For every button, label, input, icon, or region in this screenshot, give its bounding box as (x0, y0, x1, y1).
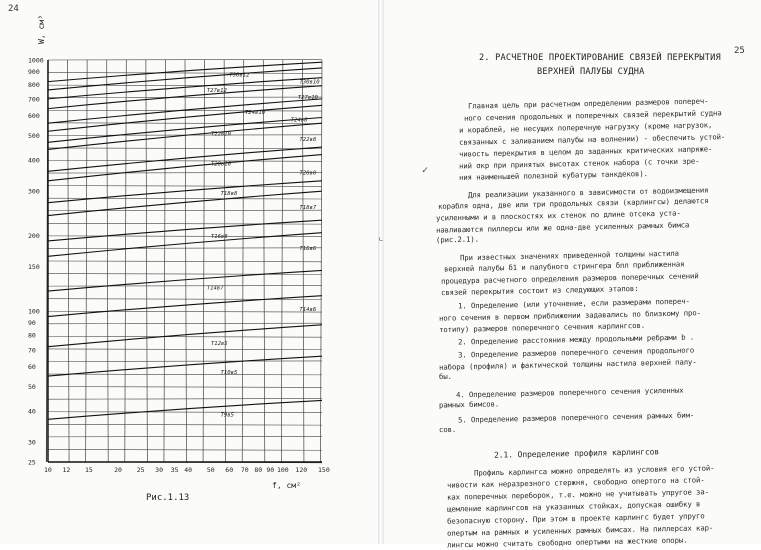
y-tick-label: 25 (28, 458, 36, 467)
grid-line-h (48, 286, 322, 287)
grid-line-v (263, 60, 265, 462)
grid-line-h (48, 59, 322, 60)
grid-line-v (242, 60, 244, 462)
y-tick-label: 50 (28, 382, 36, 391)
x-tick-label: 35 (170, 466, 179, 474)
text-line: ного сечения в первом приближении задавались по близкому про- (438, 308, 701, 323)
y-tick-label: 150 (28, 263, 40, 272)
grid-line-h (48, 73, 322, 74)
y-tick-label: 800 (28, 80, 40, 89)
grid-line-h (48, 274, 322, 275)
text-line: ного сечения продольных и поперечных связей перекрытий судна (463, 108, 722, 123)
text-line: опертым на рамных и усиленных рамных бимсах. На пиллерсах кар- (446, 523, 714, 538)
grid-line-v (185, 60, 187, 462)
text-line: связей перекрытия состоит из следующих этапов: (440, 283, 639, 298)
y-tick-label: 60 (28, 363, 36, 372)
grid-line-h (48, 323, 322, 324)
y-tick-label: 70 (28, 346, 36, 355)
text-line: безопасную сторону. При этом в проекте карлингс будет упруго (446, 511, 705, 526)
text-line: щемление карлингсов на указанных стойках, допуская ошибку в (446, 499, 701, 514)
body-text (384, 0, 761, 550)
profile-label: Т14в6 (299, 306, 317, 313)
text-line: верхней палубы δ1 и палубного стрингера δпл приближенная (443, 259, 685, 274)
profile-label: Т27в10 (297, 94, 318, 101)
grid-line-h (48, 186, 322, 187)
profile-label: Т20в10 (210, 161, 232, 168)
profile-chart (0, 0, 378, 500)
text-line: связанных с заливанием палубы на волнении) - обеспечить устой- (458, 132, 726, 147)
profile-label: Т16в8 (210, 234, 228, 241)
profile-curve (48, 181, 322, 203)
grid-line-h (48, 436, 322, 437)
profile-label: Т30в10 (299, 79, 320, 86)
text-line: набора (профиля) и фактической толщины настила верхней палу- (438, 357, 697, 372)
grid-line-h (48, 336, 322, 337)
text-line: (рис.2.1). (435, 234, 480, 245)
x-axis-tick-labels (44, 466, 330, 474)
x-tick-label: 120 (295, 466, 308, 474)
section-title-line2: ВЕРХНЕЙ ПАЛУБЫ СУДНА (537, 67, 645, 77)
x-tick-label: 30 (155, 466, 163, 474)
profile-label: Т18в7 (299, 204, 317, 211)
text-line: лингсы можно считать свободно опертыми на жесткие опоры. (446, 535, 688, 550)
text-line: бы. (438, 371, 452, 382)
x-tick-label: 90 (266, 466, 275, 474)
grid-line-h (48, 261, 322, 262)
text-line: тотипу) размеров поперечного сечения карлингсов. (438, 320, 646, 335)
profile-label: Т22в8 (299, 137, 317, 144)
x-tick-label: 25 (136, 466, 145, 474)
y-tick-label: 500 (28, 132, 40, 141)
y-tick-label: 200 (28, 231, 40, 240)
y-tick-label: 400 (28, 156, 40, 165)
grid-line-h (48, 248, 322, 249)
text-line: чивости как неразрезного стержня, свободно опертого на стой- (446, 475, 705, 490)
profile-label: Т24в10 (244, 109, 266, 116)
grid-line-v (203, 60, 205, 462)
profile-label: Т18в8 (220, 190, 238, 197)
text-line: процедура расчетного определения размеров поперечных сечений (440, 271, 699, 286)
x-tick-label: 70 (240, 466, 249, 474)
text-line: 4. Определение размеров поперечного сечения усиленных (455, 385, 684, 400)
text-line: сов. (438, 424, 457, 435)
y-tick-label: 700 (28, 95, 40, 104)
margin-check-mark: ✓ (422, 165, 429, 176)
x-tick-label: 150 (318, 466, 330, 474)
grid-line-h (48, 311, 322, 312)
grid-line-h (48, 123, 322, 124)
grid-line-h (48, 97, 322, 98)
profile-label: Т14в7 (206, 285, 224, 292)
profile-label: Т9в5 (220, 412, 234, 419)
grid-line-h (48, 399, 322, 400)
grid-line-v (224, 60, 226, 462)
text-line: корабля одна, две или три продольных связи (карлингсы) делаются (437, 196, 709, 211)
text-line: навливаются пиллерсы или же одна-две усиленных рамных бимса (435, 220, 690, 235)
grid-line-h (48, 387, 322, 388)
x-tick-label: 40 (184, 466, 193, 474)
text-line: ния наименьшей полезной кубатуры танкдеков). (458, 169, 648, 182)
text-line: 3. Определение размеров поперечного сечения продольного (457, 345, 695, 360)
profile-curve (48, 356, 322, 376)
x-tick-label: 10 (44, 466, 52, 474)
grid-line-h (48, 161, 322, 162)
text-line: Главная цель при расчетном определении размеров попереч- (467, 96, 709, 111)
y-tick-label: 30 (28, 438, 36, 447)
text-line: 2. Определение расстояния между продольными ребрами b . (457, 332, 695, 347)
grid-line-v (321, 60, 323, 462)
grid-line-h (48, 374, 322, 375)
subsection-heading: 2.1. Определение профиля карлингсов (493, 447, 660, 460)
grid-line-h (48, 223, 322, 224)
grid-line-h (48, 210, 322, 211)
x-tick-label: 12 (62, 466, 71, 474)
grid-line-h (48, 449, 322, 450)
profile-label: Т24в8 (290, 117, 308, 124)
grid-line-h (48, 424, 322, 425)
x-tick-label: 100 (276, 466, 289, 474)
y-tick-label: 100 (28, 307, 40, 316)
right-page (378, 0, 761, 550)
profile-label: Т16в6 (299, 245, 317, 252)
grid-line-h (48, 412, 322, 413)
y-axis-label: W, см³ (37, 15, 46, 44)
section-title-line1: 2. РАСЧЕТНОЕ ПРОЕКТИРОВАНИЕ СВЯЗЕЙ ПЕРЕКРЫТИЯ (479, 53, 721, 63)
text-line: усиленными и в плоскостях их стенок по длине отсека уста- (435, 208, 681, 223)
y-tick-label: 300 (28, 187, 40, 196)
profile-label: Т22в10 (210, 131, 232, 138)
text-line: и кораблей, не несущих поперечную нагрузку (кроме нагрузок, (458, 120, 713, 135)
profile-label: Т12в5 (210, 341, 228, 348)
text-line: Для реализации указанного в зависимости от водоизмещения (467, 185, 709, 200)
grid-line-v (164, 60, 166, 462)
x-tick-label: 60 (225, 466, 234, 474)
profile-curve (48, 191, 322, 215)
text-line: 5. Определение размеров поперечного сечения рамных бим- (457, 410, 695, 425)
y-tick-label: 900 (28, 67, 40, 76)
profile-label: Т30в12 (229, 72, 250, 79)
profile-label: Т20в8 (299, 170, 317, 177)
text-line: При известных значениях приведенной толщины настила (459, 248, 680, 263)
text-line: 1. Определение (или уточнение, если размерами попереч- (457, 296, 690, 311)
grid-line-h (48, 148, 322, 149)
y-tick-label: 80 (28, 331, 36, 340)
grid-line-h (48, 172, 322, 173)
profile-label: Т10в5 (220, 370, 238, 377)
left-page (0, 0, 378, 544)
y-tick-label: 1000 (28, 56, 44, 65)
profile-label: Т27в12 (206, 88, 227, 95)
text-line: чивость перекрытия в целом до заданных критических напряже- (458, 144, 713, 159)
text-line: ний σкр при принятых высотах стенок набора (с точки зре- (458, 156, 700, 171)
y-tick-label: 40 (28, 407, 36, 416)
right-page-number: 25 (734, 46, 745, 56)
x-tick-label: 80 (254, 466, 263, 474)
figure-caption: Рис.1.13 (146, 493, 190, 503)
y-axis-tick-labels (28, 57, 44, 467)
grid-line-h (48, 349, 322, 350)
profile-curve (48, 400, 322, 419)
text-line: рамных бимсов. (438, 399, 500, 410)
text-line: ках поперечных переборок, т.е. можно не учитывать упругое за- (446, 487, 709, 502)
x-tick-label: 20 (114, 466, 122, 474)
x-tick-label: 50 (206, 466, 215, 474)
x-tick-label: 15 (85, 466, 93, 474)
left-page-number: 24 (8, 4, 19, 14)
profile-curve (48, 325, 322, 347)
y-tick-label: 90 (28, 318, 36, 327)
y-tick-label: 600 (28, 112, 40, 121)
margin-bracket-mark: ⌞ (378, 232, 385, 243)
text-line: Профиль карлингса можно определять из условия его устой- (473, 463, 715, 478)
x-axis-label: f, см² (272, 481, 301, 490)
grid-line-h (48, 361, 322, 362)
